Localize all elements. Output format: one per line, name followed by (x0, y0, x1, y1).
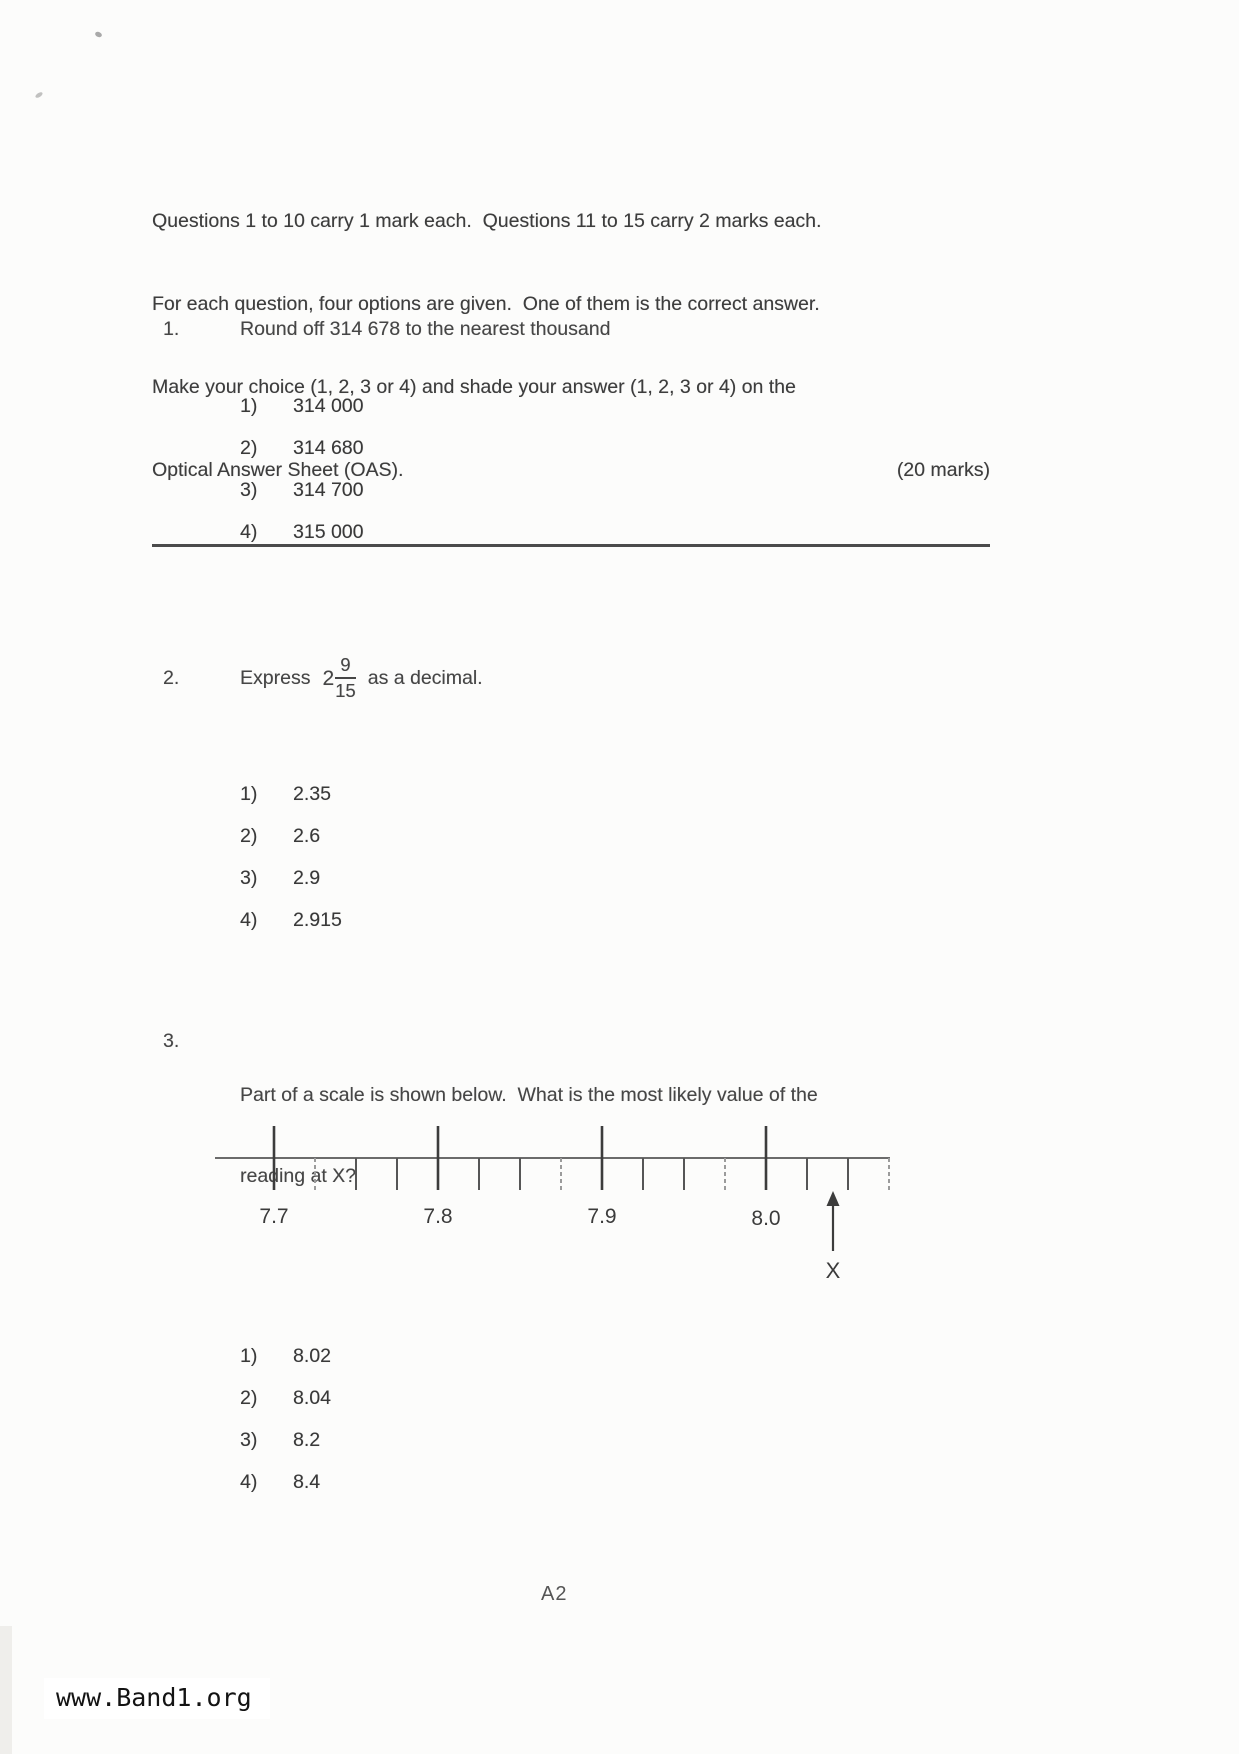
question-3-options (240, 1343, 331, 1511)
site-watermark: www.Band1.org (44, 1678, 270, 1719)
question-stem (240, 640, 483, 716)
option-label: 3) (240, 867, 258, 889)
question-number: 1. (163, 318, 180, 340)
question-stem: Round off 314 678 to the nearest thousand (240, 318, 611, 340)
option-row (240, 865, 342, 892)
option-row (240, 823, 342, 850)
mixed-number-whole: 2 (322, 666, 335, 690)
option-label: 1) (240, 783, 258, 805)
option-value: 315 000 (293, 521, 364, 543)
option-row (240, 781, 342, 808)
question-1-options (240, 393, 364, 561)
option-row (240, 435, 364, 462)
option-value: 8.02 (293, 1345, 331, 1367)
stem-line: reading at X? (240, 1165, 357, 1187)
option-row (240, 519, 364, 546)
scan-edge-shade (0, 1626, 12, 1754)
question-number: 2. (163, 667, 180, 689)
scan-speck (35, 91, 44, 99)
question-2 (163, 640, 483, 716)
option-label: 1) (240, 1345, 258, 1367)
option-value: 8.2 (293, 1429, 321, 1451)
option-label: 4) (240, 1471, 258, 1493)
instructions-line: For each question, four options are given. One of them is the correct answer. (152, 292, 820, 315)
option-label: 3) (240, 1429, 258, 1451)
fraction (335, 654, 356, 702)
scale-tick-label: 7.8 (423, 1205, 453, 1228)
fraction-numerator: 9 (335, 654, 356, 679)
mixed-number (322, 654, 355, 702)
option-value: 314 680 (293, 437, 364, 459)
stem-prefix: Express (240, 666, 311, 689)
option-label: 2) (240, 825, 258, 847)
option-value: 2.9 (293, 867, 321, 889)
pointer-label: X (825, 1258, 841, 1283)
question-1 (163, 316, 610, 343)
option-value: 2.915 (293, 909, 342, 931)
option-value: 314 700 (293, 479, 364, 501)
stem-suffix: as a decimal. (367, 666, 483, 689)
option-row (240, 1385, 331, 1412)
option-row (240, 393, 364, 420)
scan-speck (94, 31, 102, 38)
scale-tick-labels (259, 1205, 780, 1230)
option-value: 314 000 (293, 395, 364, 417)
option-label: 2) (240, 1387, 258, 1409)
instructions-line: Questions 1 to 10 carry 1 mark each. Questions 11 to 15 carry 2 marks each. (152, 210, 822, 233)
option-value: 2.35 (293, 783, 331, 805)
option-row (240, 1343, 331, 1370)
option-label: 3) (240, 479, 258, 501)
stem-line: Part of a scale is shown below. What is the most likely value of the (240, 1084, 818, 1106)
option-label: 2) (240, 437, 258, 459)
number-line-diagram (200, 1113, 900, 1291)
option-row (240, 1469, 331, 1496)
option-label: 4) (240, 521, 258, 543)
option-value: 2.6 (293, 825, 321, 847)
scale-tick-label: 7.9 (587, 1205, 617, 1228)
question-2-options (240, 781, 342, 949)
instructions-line: Optical Answer Sheet (OAS). (152, 458, 404, 481)
fraction-denominator: 15 (335, 680, 356, 701)
pointer-arrow (826, 1191, 841, 1283)
marks-label: (20 marks) (896, 458, 990, 481)
scale-tick-label: 8.0 (751, 1207, 781, 1230)
option-row (240, 1427, 331, 1454)
option-value: 8.4 (293, 1471, 321, 1493)
option-value: 8.04 (293, 1387, 331, 1409)
option-row (240, 477, 364, 504)
instructions-line: Make your choice (1, 2, 3 or 4) and shade your answer (1, 2, 3 or 4) on the (152, 375, 796, 398)
option-row (240, 907, 342, 934)
question-number: 3. (163, 1030, 180, 1052)
scale-tick-label: 7.7 (259, 1205, 289, 1228)
option-label: 1) (240, 395, 258, 417)
page-number-label: A2 (541, 1583, 568, 1605)
option-label: 4) (240, 909, 258, 931)
